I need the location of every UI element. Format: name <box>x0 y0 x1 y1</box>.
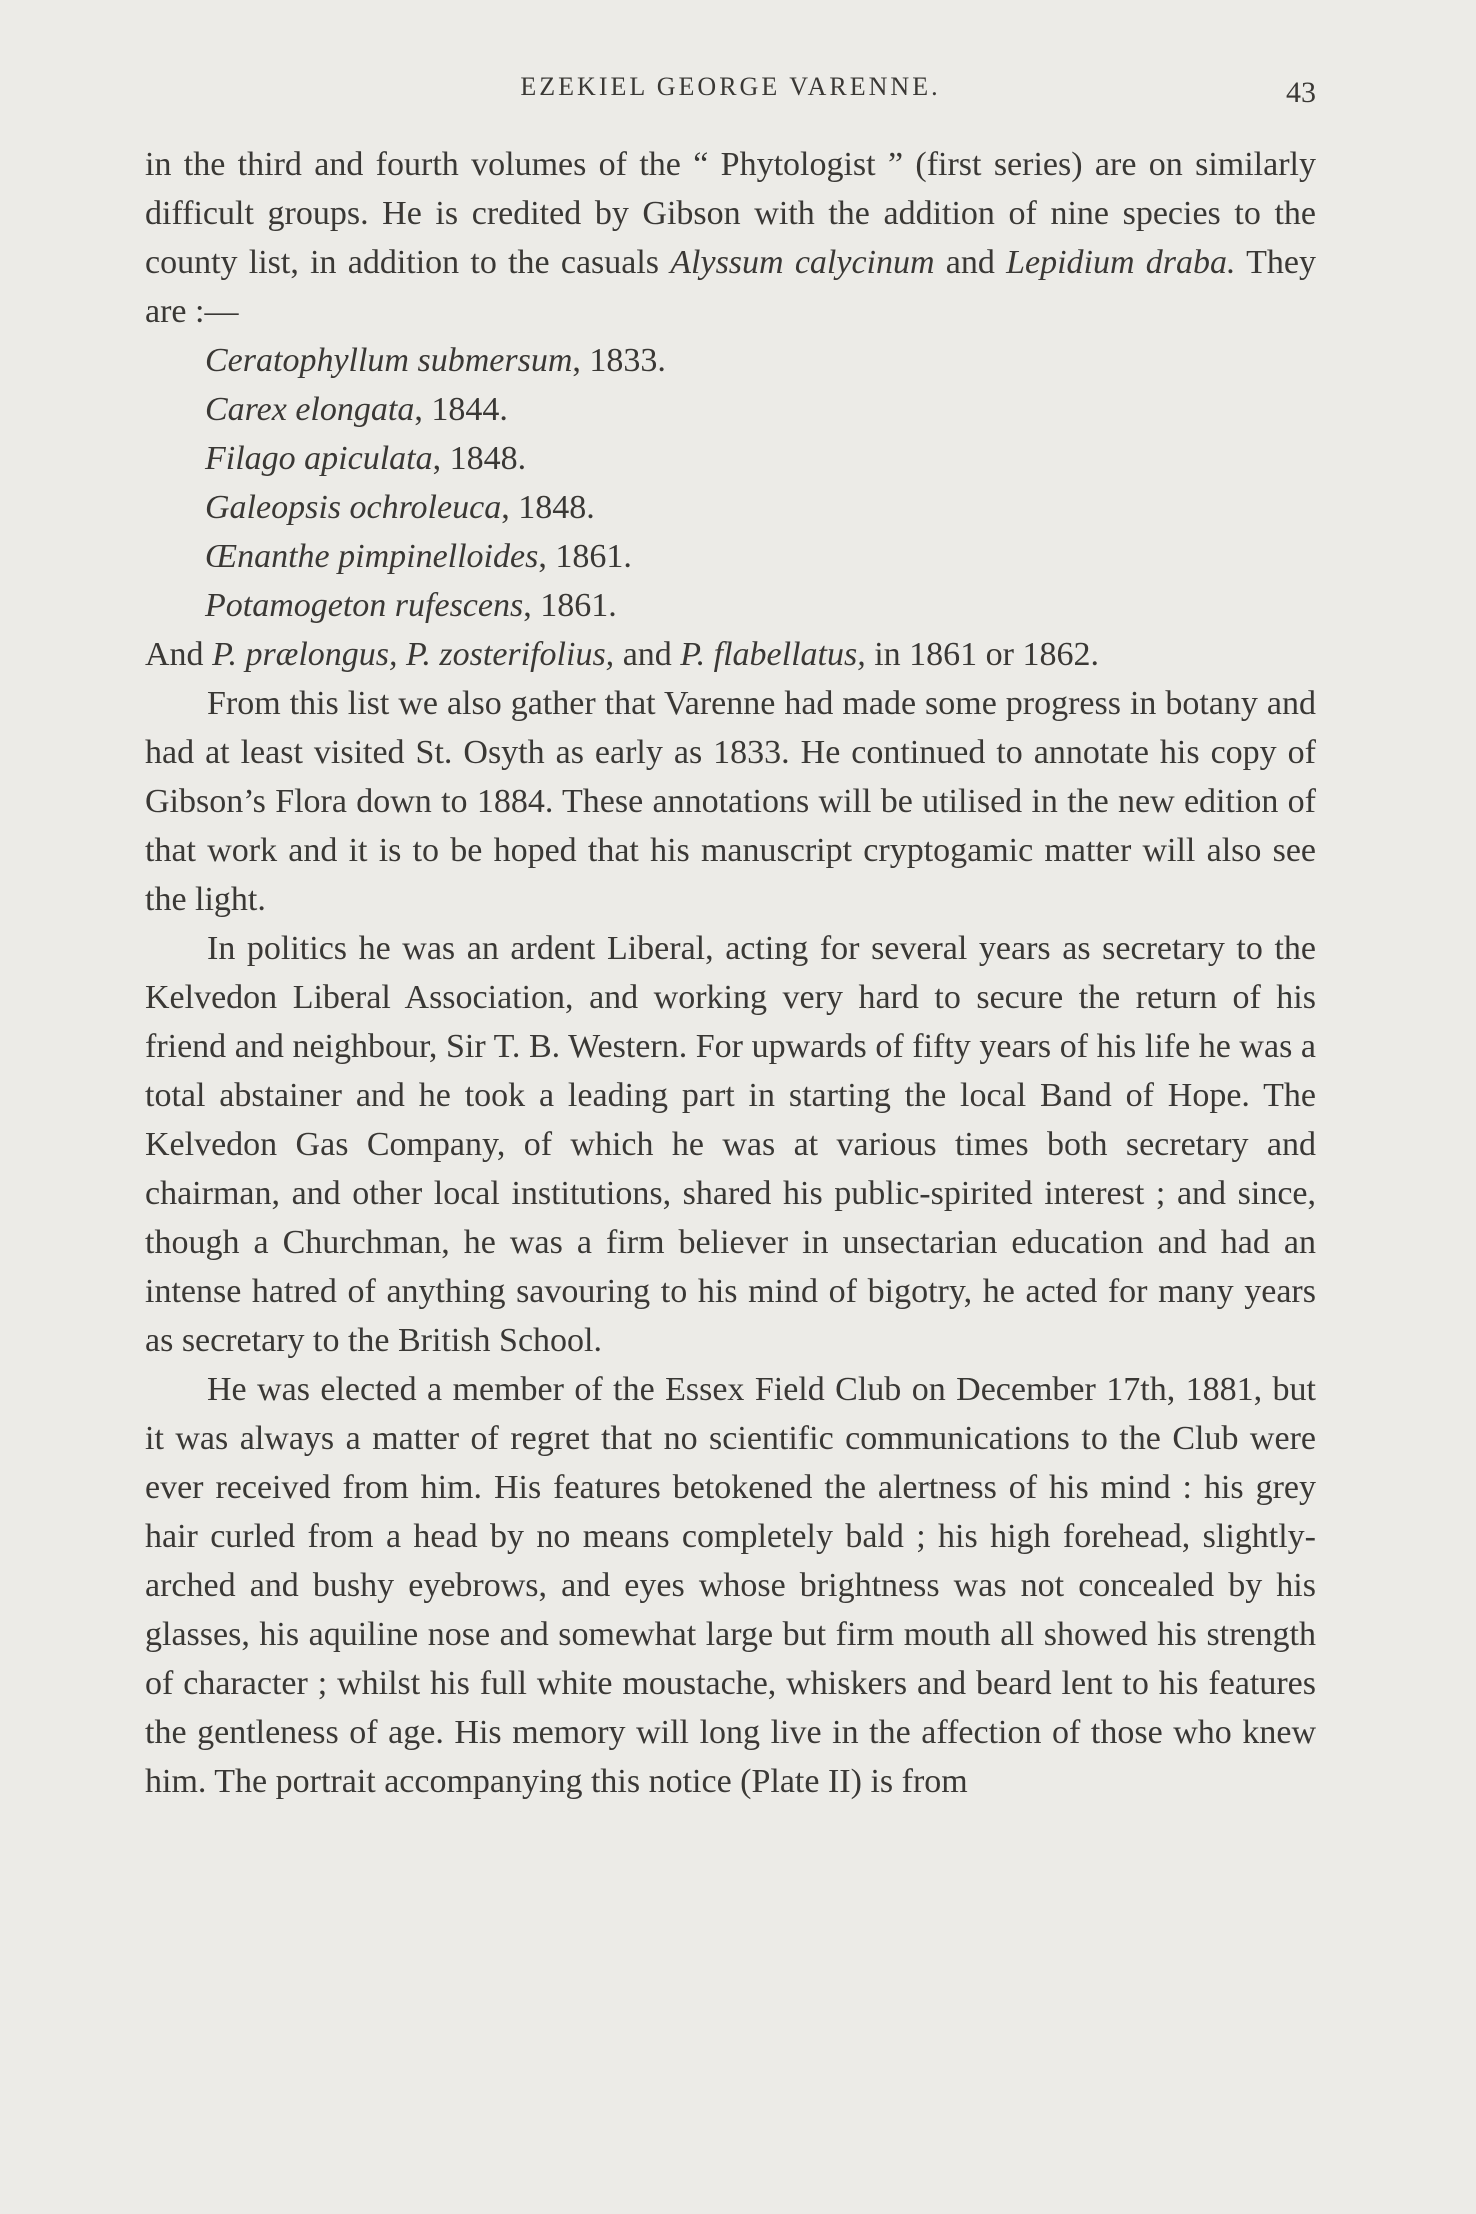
species-name: Filago apiculata <box>205 440 433 477</box>
list-item <box>145 581 1316 630</box>
species-flabellatus: P. flabellatus, <box>680 636 866 673</box>
body-text <box>145 140 1316 1806</box>
list-item <box>145 532 1316 581</box>
list-item <box>145 483 1316 532</box>
and-sep-2: and <box>614 636 681 673</box>
running-title: EZEKIEL GEORGE VARENNE. <box>520 72 941 101</box>
species-list <box>145 336 1316 630</box>
and-suffix: in 1861 or 1862. <box>865 636 1100 673</box>
species-name: Carex elongata <box>205 391 415 428</box>
species-name: Œnanthe pimpinelloides <box>205 538 539 575</box>
and-prefix: And <box>145 636 213 673</box>
species-year: , 1844. <box>414 391 508 428</box>
page-number: 43 <box>1286 76 1316 109</box>
species-alyssum: Alyssum calycinum <box>670 244 935 281</box>
intro-text: in the third and fourth volumes of the “ Phytologist ” (first series) are on similarly difficult groups. He is credited by Gibson with the addition of nine species to the county list, in addition to the casuals <box>145 146 1316 281</box>
progress-paragraph: From this list we also gather that Varenne had made some progress in botany and had at least visited St. Osyth as early as 1833. He continued to annotate his copy of Gibson’s Flora down to 1884. These annotations will be utilised in the new edition of that work and it is to be hoped that his manuscript cryptogamic matter will also see the light. <box>145 685 1316 918</box>
club-paragraph: He was elected a member of the Essex Field Club on December 17th, 1881, but it was always a matter of regret that no scientific communications to the Club were ever received from him. His features betokened the alertness of his mind : his grey hair curled from a head by no means completely bald ; his high forehead, slightly-arched and bushy eyebrows, and eyes whose brightness was not concealed by his glasses, his aquiline nose and somewhat large but firm mouth all showed his strength of character ; whilst his full white moustache, whiskers and beard lent to his features the gentleness of age. His memory will long live in the affection of those who knew him. The portrait accompanying this notice (Plate II) is from <box>145 1371 1316 1800</box>
list-item <box>145 434 1316 483</box>
and-line <box>145 630 1316 679</box>
species-lepidium: Lepidium draba. <box>1006 244 1236 281</box>
list-item <box>145 336 1316 385</box>
species-name: Ceratophyllum submersum <box>205 342 573 379</box>
species-year: , 1861. <box>523 587 617 624</box>
species-year: , 1833. <box>572 342 666 379</box>
species-zosterifolius: P. zosterifolius, <box>406 636 615 673</box>
species-praelongus: P. prælongus, <box>212 636 398 673</box>
intro-they-are: They are :— <box>145 244 1317 330</box>
intro-and: and <box>934 244 1007 281</box>
species-year: , 1861. <box>538 538 632 575</box>
species-name: Potamogeton rufescens <box>205 587 524 624</box>
running-head <box>145 72 1316 112</box>
list-item <box>145 385 1316 434</box>
intro-paragraph <box>145 140 1316 336</box>
species-year: , 1848. <box>501 489 595 526</box>
species-year: , 1848. <box>432 440 527 477</box>
species-name: Galeopsis ochroleuca <box>205 489 502 526</box>
and-sep-1 <box>398 636 407 673</box>
politics-paragraph: In politics he was an ardent Liberal, acting for several years as secretary to the Kelvedon Liberal Association, and working very hard to secure the return of his friend and neighbour, Sir T. B. Western. For upwards of fifty years of his life he was a total abstainer and he took a leading part in starting the local Band of Hope. The Kelvedon Gas Company, of which he was at various times both secretary and chairman, and other local institutions, shared his public-spirited interest ; and since, though a Churchman, he was a firm believer in unsectarian education and had an intense hatred of anything savouring to his mind of bigotry, he acted for many years as secretary to the British School. <box>145 930 1316 1359</box>
